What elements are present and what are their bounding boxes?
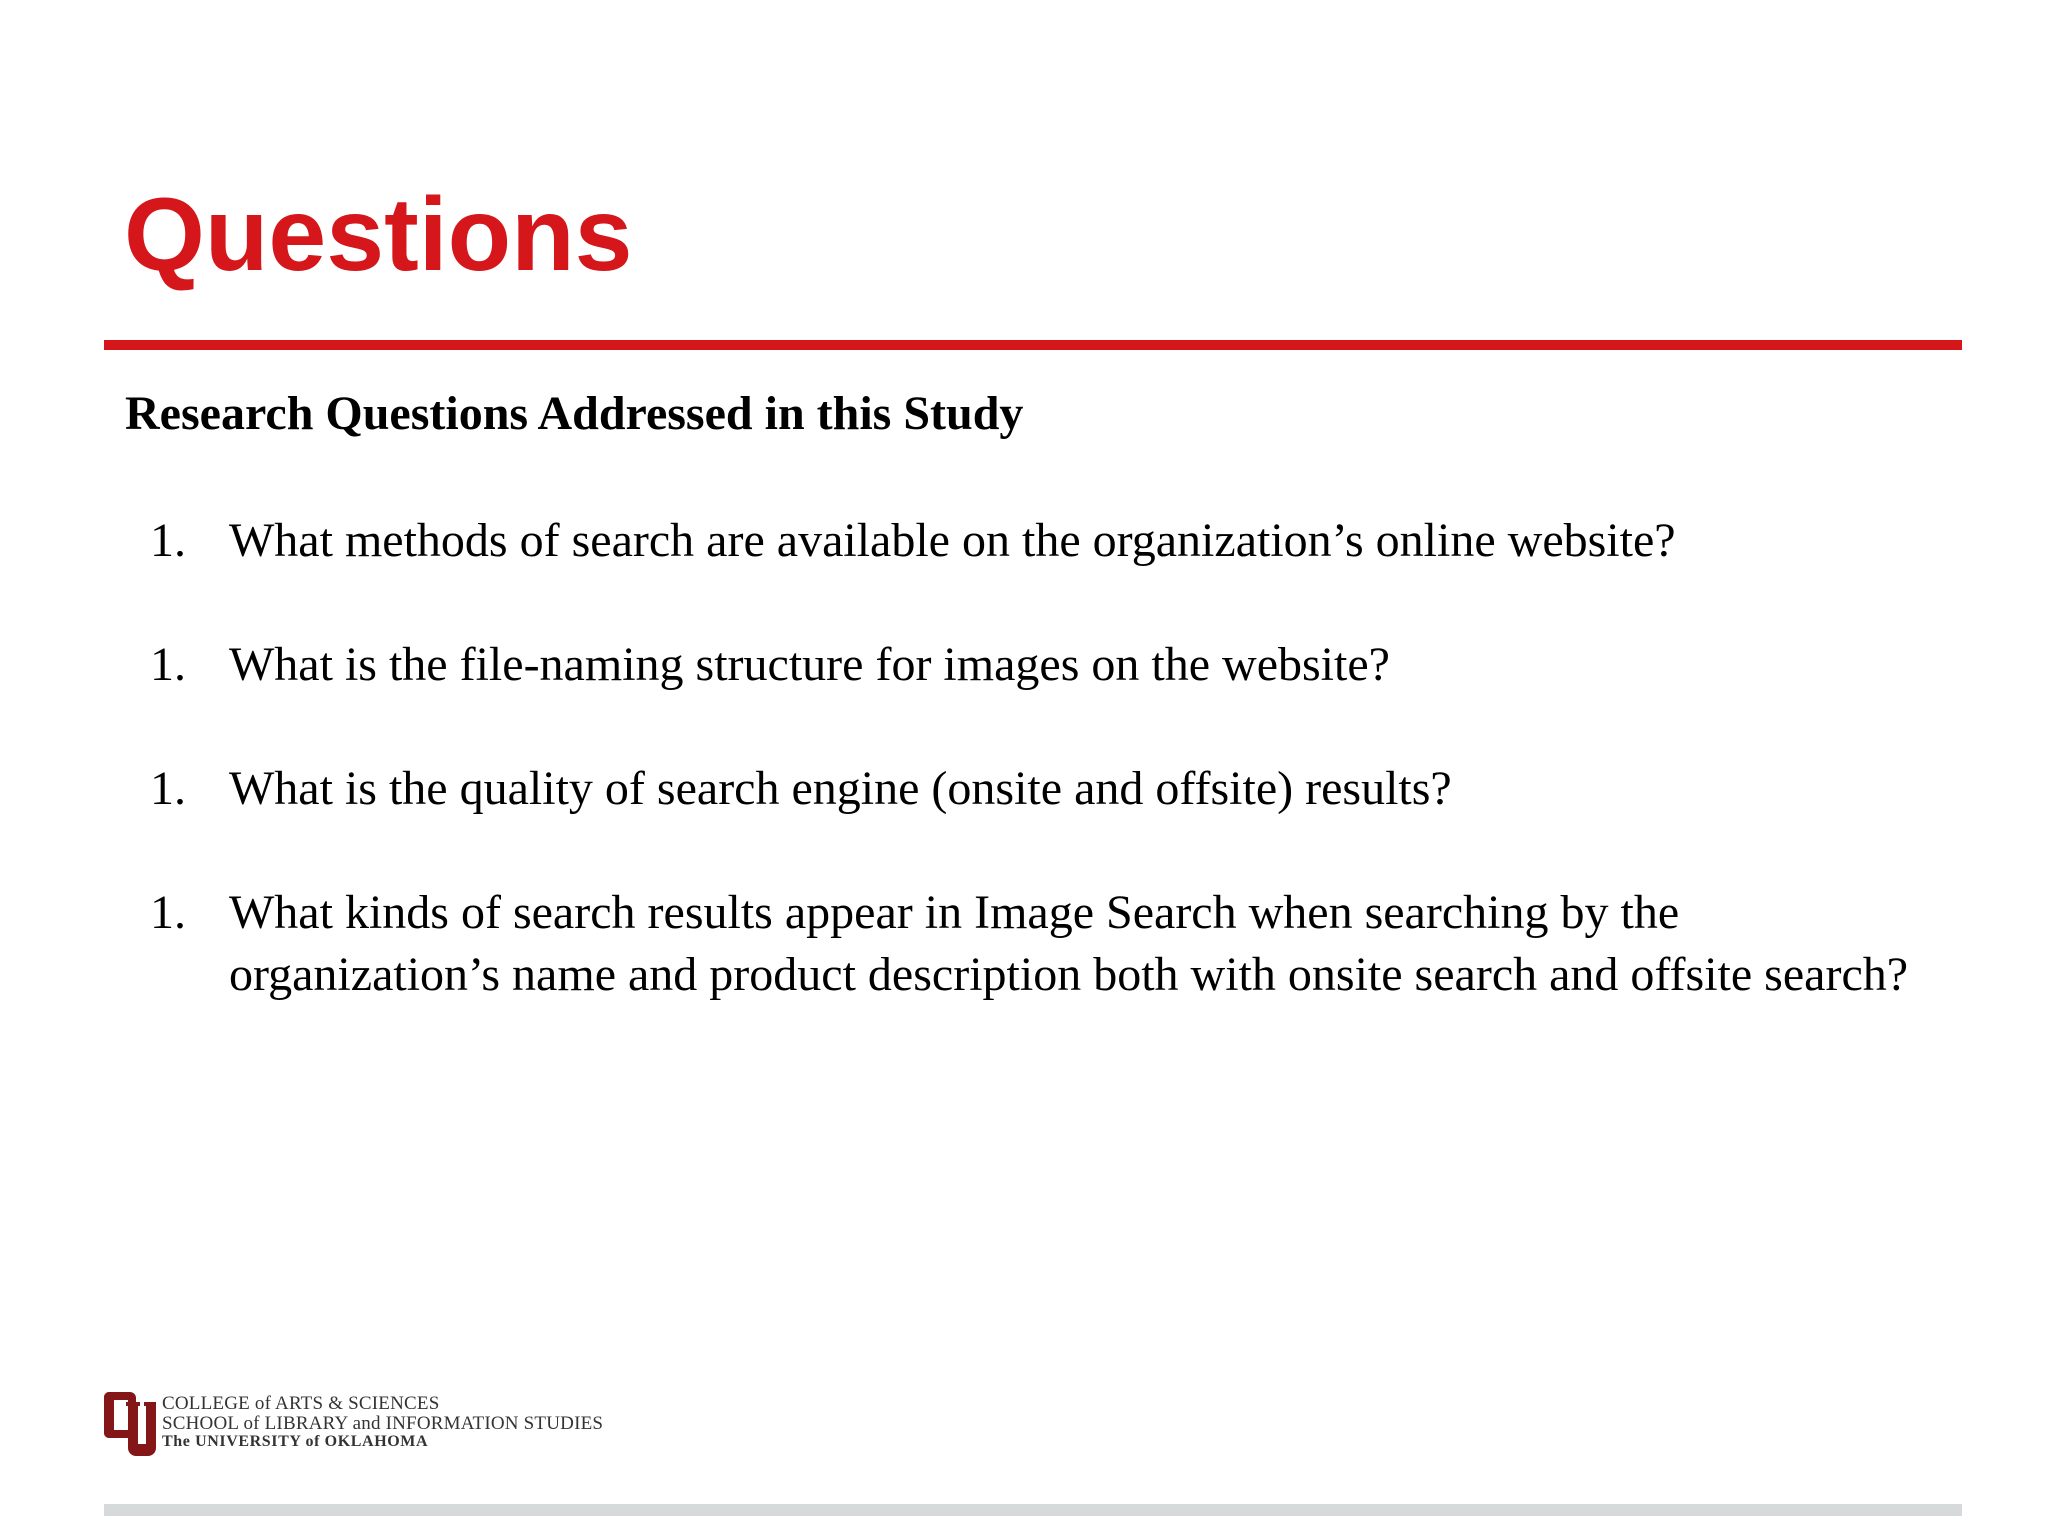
question-item-2	[150, 634, 1910, 696]
question-item-3	[150, 758, 1910, 820]
question-number: 1.	[150, 886, 186, 939]
footer-bar	[104, 1504, 1962, 1516]
question-text: What is the quality of search engine (onsite and offsite) results?	[229, 762, 1452, 815]
slide-title: Questions	[124, 177, 633, 293]
question-text: What is the file-naming structure for images on the website?	[229, 638, 1390, 691]
title-divider	[104, 340, 1962, 350]
question-text: What methods of search are available on the organization’s online website?	[229, 514, 1676, 567]
question-list	[150, 510, 1910, 1068]
question-text: What kinds of search results appear in Image Search when searching by the organization’s name and product description both with onsite search and offsite search?	[229, 886, 1909, 1001]
question-item-1	[150, 510, 1910, 572]
question-number: 1.	[150, 638, 186, 691]
slide-subheading: Research Questions Addressed in this Study	[125, 387, 1024, 440]
question-number: 1.	[150, 514, 186, 567]
logo-line-school: SCHOOL of LIBRARY and INFORMATION STUDIES	[162, 1412, 604, 1434]
logo-wordmark	[162, 1394, 603, 1451]
ou-monogram-icon	[104, 1386, 156, 1458]
university-logo	[104, 1386, 603, 1458]
question-item-4	[150, 882, 1910, 1006]
question-number: 1.	[150, 762, 186, 815]
logo-line-university: The UNIVERSITY of OKLAHOMA	[162, 1432, 429, 1450]
logo-line-college: COLLEGE of ARTS & SCIENCES	[162, 1392, 440, 1414]
